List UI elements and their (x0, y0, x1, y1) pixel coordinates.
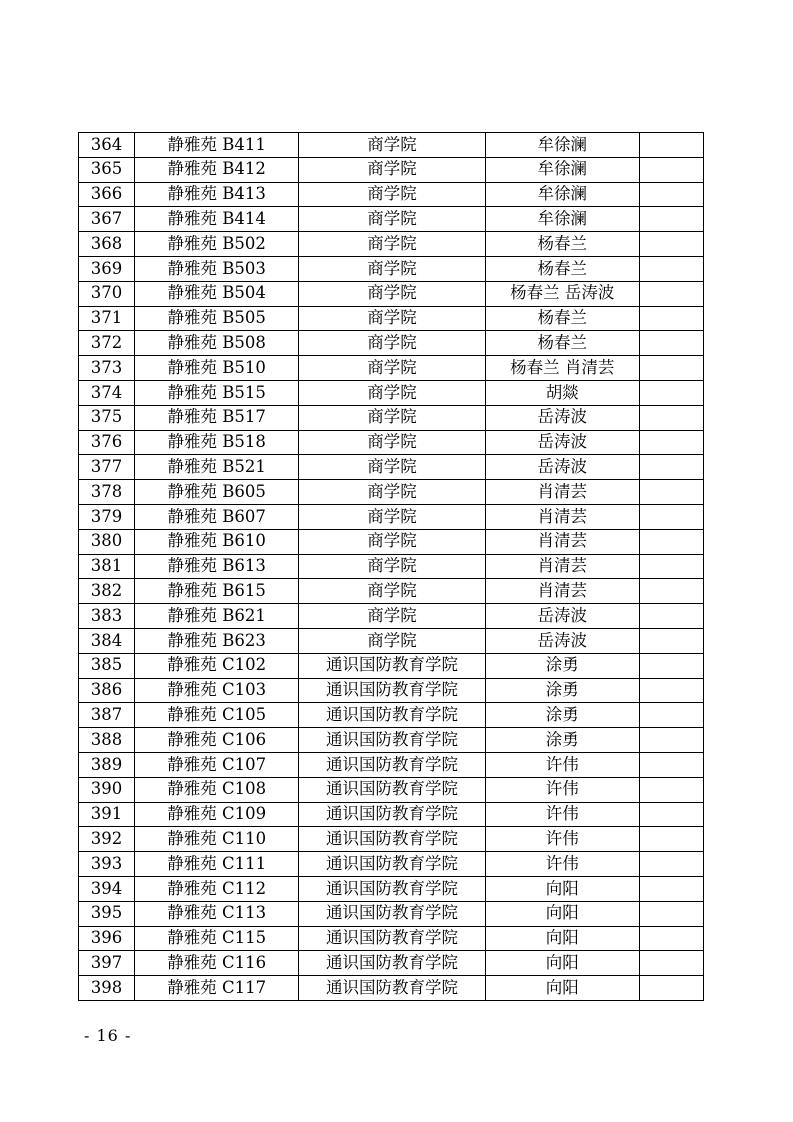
table-row (79, 281, 704, 306)
room-cell: 静雅苑 B412 (135, 157, 299, 182)
row-number-cell: 369 (79, 256, 135, 281)
table-row (79, 728, 704, 753)
remark-cell (639, 976, 703, 1001)
counselor-cell: 牟徐澜 (485, 207, 639, 232)
college-cell: 商学院 (299, 579, 485, 604)
row-number-cell: 375 (79, 405, 135, 430)
room-cell: 静雅苑 B610 (135, 529, 299, 554)
counselor-cell: 肖清芸 (485, 579, 639, 604)
college-cell: 通识国防教育学院 (299, 852, 485, 877)
counselor-cell: 向阳 (485, 951, 639, 976)
row-number-cell: 371 (79, 306, 135, 331)
remark-cell (639, 876, 703, 901)
remark-cell (639, 951, 703, 976)
remark-cell (639, 579, 703, 604)
counselor-cell: 肖清芸 (485, 480, 639, 505)
remark-cell (639, 827, 703, 852)
counselor-cell: 许伟 (485, 827, 639, 852)
room-cell: 静雅苑 C112 (135, 876, 299, 901)
remark-cell (639, 207, 703, 232)
row-number-cell: 372 (79, 331, 135, 356)
counselor-cell: 涂勇 (485, 728, 639, 753)
room-cell: 静雅苑 C116 (135, 951, 299, 976)
room-cell: 静雅苑 B621 (135, 604, 299, 629)
table-row (79, 802, 704, 827)
remark-cell (639, 133, 703, 158)
row-number-cell: 384 (79, 628, 135, 653)
remark-cell (639, 852, 703, 877)
table-row (79, 182, 704, 207)
room-cell: 静雅苑 C110 (135, 827, 299, 852)
dormitory-table (78, 132, 704, 1001)
room-cell: 静雅苑 B607 (135, 504, 299, 529)
college-cell: 商学院 (299, 356, 485, 381)
room-cell: 静雅苑 B518 (135, 430, 299, 455)
table-row (79, 133, 704, 158)
counselor-cell: 向阳 (485, 976, 639, 1001)
table-body (79, 133, 704, 1001)
college-cell: 商学院 (299, 256, 485, 281)
table-row (79, 256, 704, 281)
counselor-cell: 向阳 (485, 926, 639, 951)
college-cell: 商学院 (299, 281, 485, 306)
college-cell: 商学院 (299, 554, 485, 579)
counselor-cell: 涂勇 (485, 653, 639, 678)
room-cell: 静雅苑 B502 (135, 232, 299, 257)
row-number-cell: 374 (79, 380, 135, 405)
table-row (79, 554, 704, 579)
table-row (79, 653, 704, 678)
table-row (79, 777, 704, 802)
row-number-cell: 390 (79, 777, 135, 802)
row-number-cell: 378 (79, 480, 135, 505)
room-cell: 静雅苑 B521 (135, 455, 299, 480)
table-row (79, 306, 704, 331)
counselor-cell: 杨春兰 (485, 232, 639, 257)
remark-cell (639, 480, 703, 505)
remark-cell (639, 331, 703, 356)
row-number-cell: 373 (79, 356, 135, 381)
table-row (79, 628, 704, 653)
counselor-cell: 牟徐澜 (485, 157, 639, 182)
row-number-cell: 367 (79, 207, 135, 232)
table-row (79, 703, 704, 728)
college-cell: 通识国防教育学院 (299, 876, 485, 901)
counselor-cell: 牟徐澜 (485, 182, 639, 207)
counselor-cell: 岳涛波 (485, 405, 639, 430)
remark-cell (639, 256, 703, 281)
room-cell: 静雅苑 B508 (135, 331, 299, 356)
row-number-cell: 395 (79, 901, 135, 926)
room-cell: 静雅苑 B615 (135, 579, 299, 604)
college-cell: 商学院 (299, 604, 485, 629)
college-cell: 通识国防教育学院 (299, 827, 485, 852)
counselor-cell: 岳涛波 (485, 430, 639, 455)
counselor-cell: 肖清芸 (485, 529, 639, 554)
room-cell: 静雅苑 C103 (135, 678, 299, 703)
table-row (79, 430, 704, 455)
remark-cell (639, 430, 703, 455)
row-number-cell: 391 (79, 802, 135, 827)
room-cell: 静雅苑 B517 (135, 405, 299, 430)
counselor-cell: 涂勇 (485, 703, 639, 728)
table-row (79, 926, 704, 951)
college-cell: 商学院 (299, 207, 485, 232)
room-cell: 静雅苑 C113 (135, 901, 299, 926)
counselor-cell: 许伟 (485, 777, 639, 802)
college-cell: 商学院 (299, 133, 485, 158)
room-cell: 静雅苑 C105 (135, 703, 299, 728)
counselor-cell: 许伟 (485, 852, 639, 877)
college-cell: 商学院 (299, 380, 485, 405)
table-row (79, 852, 704, 877)
remark-cell (639, 777, 703, 802)
remark-cell (639, 678, 703, 703)
college-cell: 商学院 (299, 628, 485, 653)
college-cell: 商学院 (299, 182, 485, 207)
table-row (79, 901, 704, 926)
room-cell: 静雅苑 C109 (135, 802, 299, 827)
remark-cell (639, 455, 703, 480)
row-number-cell: 382 (79, 579, 135, 604)
room-cell: 静雅苑 C117 (135, 976, 299, 1001)
counselor-cell: 岳涛波 (485, 604, 639, 629)
table-row (79, 405, 704, 430)
row-number-cell: 389 (79, 752, 135, 777)
college-cell: 商学院 (299, 405, 485, 430)
table-row (79, 504, 704, 529)
table-row (79, 876, 704, 901)
table-row (79, 207, 704, 232)
college-cell: 商学院 (299, 331, 485, 356)
remark-cell (639, 380, 703, 405)
table-row (79, 604, 704, 629)
counselor-cell: 涂勇 (485, 678, 639, 703)
college-cell: 商学院 (299, 157, 485, 182)
table-row (79, 480, 704, 505)
row-number-cell: 386 (79, 678, 135, 703)
remark-cell (639, 926, 703, 951)
remark-cell (639, 628, 703, 653)
counselor-cell: 肖清芸 (485, 504, 639, 529)
room-cell: 静雅苑 C111 (135, 852, 299, 877)
remark-cell (639, 405, 703, 430)
room-cell: 静雅苑 B613 (135, 554, 299, 579)
row-number-cell: 393 (79, 852, 135, 877)
room-cell: 静雅苑 B504 (135, 281, 299, 306)
room-cell: 静雅苑 C115 (135, 926, 299, 951)
counselor-cell: 许伟 (485, 752, 639, 777)
remark-cell (639, 232, 703, 257)
remark-cell (639, 604, 703, 629)
remark-cell (639, 802, 703, 827)
college-cell: 通识国防教育学院 (299, 728, 485, 753)
counselor-cell: 杨春兰 岳涛波 (485, 281, 639, 306)
table-row (79, 579, 704, 604)
table-row (79, 455, 704, 480)
row-number-cell: 394 (79, 876, 135, 901)
remark-cell (639, 752, 703, 777)
remark-cell (639, 703, 703, 728)
college-cell: 通识国防教育学院 (299, 976, 485, 1001)
counselor-cell: 杨春兰 肖清芸 (485, 356, 639, 381)
table-row (79, 951, 704, 976)
college-cell: 商学院 (299, 306, 485, 331)
row-number-cell: 387 (79, 703, 135, 728)
table-row (79, 827, 704, 852)
room-cell: 静雅苑 B503 (135, 256, 299, 281)
counselor-cell: 岳涛波 (485, 455, 639, 480)
college-cell: 通识国防教育学院 (299, 678, 485, 703)
counselor-cell: 向阳 (485, 876, 639, 901)
counselor-cell: 胡燚 (485, 380, 639, 405)
row-number-cell: 392 (79, 827, 135, 852)
room-cell: 静雅苑 C106 (135, 728, 299, 753)
room-cell: 静雅苑 B623 (135, 628, 299, 653)
row-number-cell: 396 (79, 926, 135, 951)
remark-cell (639, 504, 703, 529)
college-cell: 通识国防教育学院 (299, 802, 485, 827)
row-number-cell: 385 (79, 653, 135, 678)
row-number-cell: 376 (79, 430, 135, 455)
remark-cell (639, 356, 703, 381)
table-row (79, 356, 704, 381)
table-row (79, 678, 704, 703)
room-cell: 静雅苑 B413 (135, 182, 299, 207)
table-row (79, 976, 704, 1001)
row-number-cell: 365 (79, 157, 135, 182)
college-cell: 通识国防教育学院 (299, 653, 485, 678)
remark-cell (639, 157, 703, 182)
room-cell: 静雅苑 B414 (135, 207, 299, 232)
table-row (79, 232, 704, 257)
college-cell: 通识国防教育学院 (299, 926, 485, 951)
college-cell: 商学院 (299, 529, 485, 554)
remark-cell (639, 306, 703, 331)
room-cell: 静雅苑 B515 (135, 380, 299, 405)
table-row (79, 331, 704, 356)
remark-cell (639, 529, 703, 554)
row-number-cell: 368 (79, 232, 135, 257)
college-cell: 商学院 (299, 232, 485, 257)
row-number-cell: 380 (79, 529, 135, 554)
college-cell: 通识国防教育学院 (299, 752, 485, 777)
room-cell: 静雅苑 C107 (135, 752, 299, 777)
counselor-cell: 杨春兰 (485, 256, 639, 281)
room-cell: 静雅苑 C108 (135, 777, 299, 802)
row-number-cell: 388 (79, 728, 135, 753)
counselor-cell: 牟徐澜 (485, 133, 639, 158)
remark-cell (639, 281, 703, 306)
college-cell: 商学院 (299, 455, 485, 480)
room-cell: 静雅苑 C102 (135, 653, 299, 678)
row-number-cell: 366 (79, 182, 135, 207)
row-number-cell: 379 (79, 504, 135, 529)
row-number-cell: 370 (79, 281, 135, 306)
counselor-cell: 肖清芸 (485, 554, 639, 579)
room-cell: 静雅苑 B605 (135, 480, 299, 505)
table-row (79, 157, 704, 182)
room-cell: 静雅苑 B510 (135, 356, 299, 381)
counselor-cell: 向阳 (485, 901, 639, 926)
row-number-cell: 381 (79, 554, 135, 579)
table-row (79, 752, 704, 777)
remark-cell (639, 554, 703, 579)
college-cell: 商学院 (299, 430, 485, 455)
row-number-cell: 364 (79, 133, 135, 158)
row-number-cell: 397 (79, 951, 135, 976)
page-number: - 16 - (84, 1026, 132, 1045)
college-cell: 通识国防教育学院 (299, 703, 485, 728)
room-cell: 静雅苑 B505 (135, 306, 299, 331)
counselor-cell: 许伟 (485, 802, 639, 827)
college-cell: 商学院 (299, 480, 485, 505)
row-number-cell: 383 (79, 604, 135, 629)
remark-cell (639, 901, 703, 926)
college-cell: 通识国防教育学院 (299, 951, 485, 976)
counselor-cell: 杨春兰 (485, 306, 639, 331)
counselor-cell: 杨春兰 (485, 331, 639, 356)
college-cell: 通识国防教育学院 (299, 777, 485, 802)
row-number-cell: 398 (79, 976, 135, 1001)
remark-cell (639, 653, 703, 678)
college-cell: 通识国防教育学院 (299, 901, 485, 926)
counselor-cell: 岳涛波 (485, 628, 639, 653)
college-cell: 商学院 (299, 504, 485, 529)
table-row (79, 380, 704, 405)
remark-cell (639, 728, 703, 753)
remark-cell (639, 182, 703, 207)
table-row (79, 529, 704, 554)
row-number-cell: 377 (79, 455, 135, 480)
room-cell: 静雅苑 B411 (135, 133, 299, 158)
